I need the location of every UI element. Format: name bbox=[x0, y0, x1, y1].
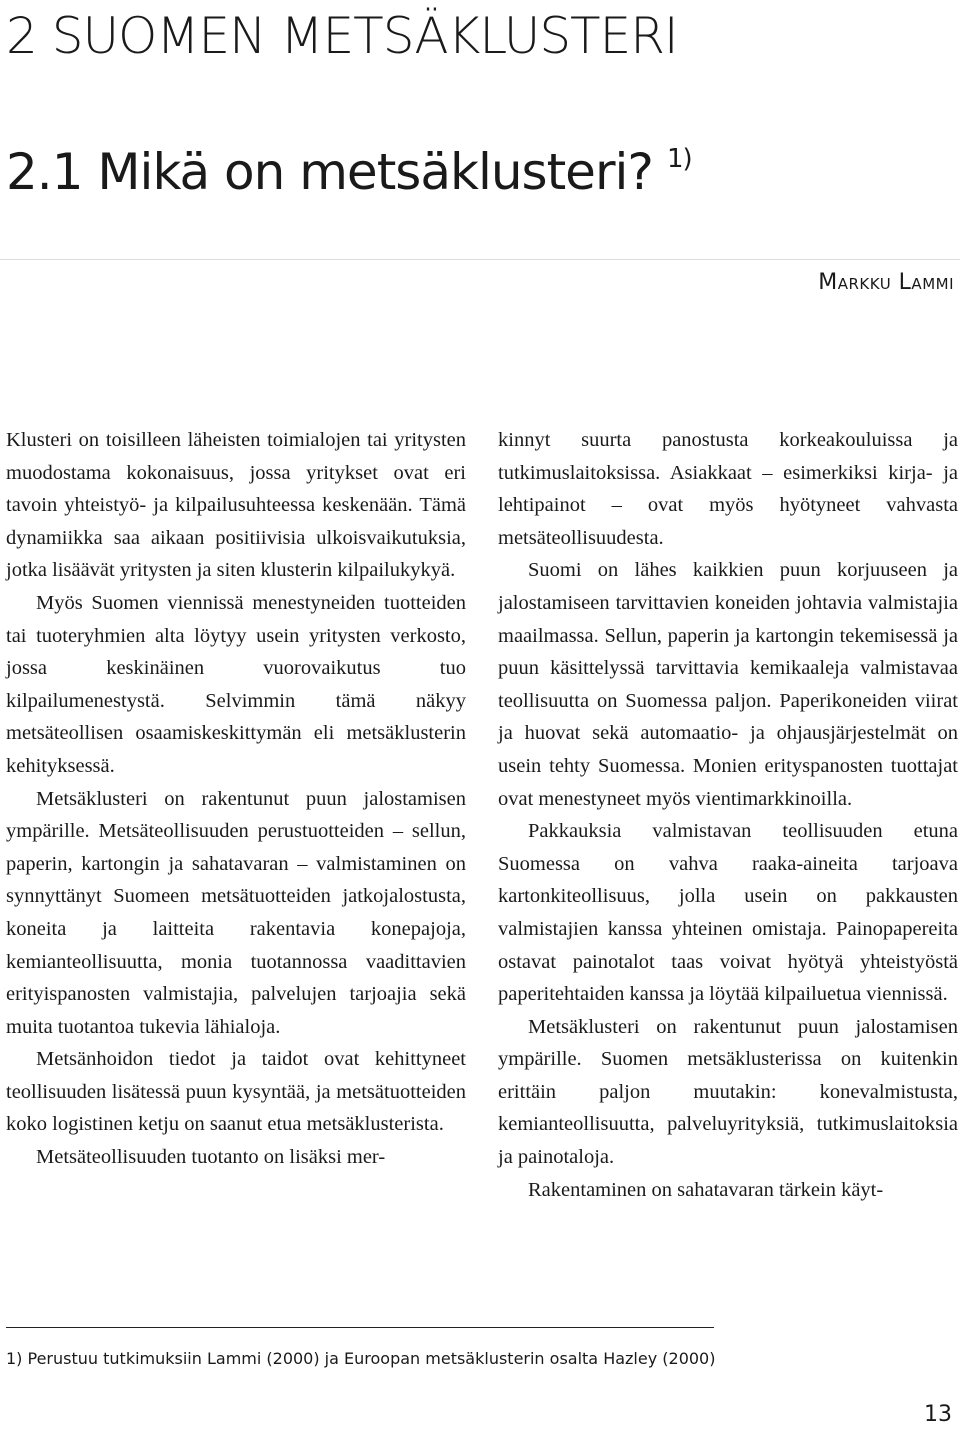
paragraph: Rakentaminen on sahatavaran tärkein käyt- bbox=[528, 1178, 884, 1201]
paragraph: Myös Suomen viennissä menestyneiden tuotteiden tai tuoteryhmien alta löytyy usein yritysten verkosto, jossa keskinäinen vuorovaikutus tuo kilpailumenestystä. Selvimmin tämä näkyy metsäteollisen osaamiskeskittymän eli metsäklusterin kehityksessä. bbox=[6, 591, 466, 777]
paragraph: Klusteri on toisilleen läheisten toimialojen tai yritysten muodostama kokonaisuus, jossa yritykset ovat eri tavoin yhteistyö- ja kilpailusuhteessa keskenään. Tämä dynamiikka saa aikaan positiivisia ulkoisvaikutuksia, jotka lisäävät yritysten ja siten klusterin kilpailukykyä. bbox=[6, 429, 466, 582]
right-column bbox=[498, 424, 958, 1206]
section-title-text: 2.1 Mikä on metsäklusteri? bbox=[6, 143, 653, 201]
header-divider bbox=[0, 259, 960, 260]
paragraph: Metsäteollisuuden tuotanto on lisäksi mer- bbox=[36, 1146, 386, 1169]
paragraph: Pakkauksia valmistavan teollisuuden etuna Suomessa on vahva raaka-aineita tarjoava kartonkiteollisuus, jolla usein on pakkausten valmistajien kanssa yhteinen omistaja. Painopapereita ostavat painotalot taas voivat hyötyä yhteistyöstä paperitehtaiden kanssa ja löytää kilpailuetua viennissä. bbox=[498, 820, 958, 1006]
paragraph: kinnyt suurta panostusta korkeakouluissa ja tutkimuslaitoksissa. Asiakkaat – esimerkiksi kirja- ja lehtipainot – ovat myös hyötyneet vahvasta metsäteollisuudesta. bbox=[498, 429, 958, 549]
chapter-title: 2 SUOMEN METSÄKLUSTERI bbox=[6, 7, 678, 65]
paragraph: Suomi on lähes kaikkien puun korjuuseen ja jalostamiseen tarvittavien koneiden johtavia valmistajia maailmassa. Sellun, paperin ja kartongin tekemisessä ja puun käsittelyssä tarvittavia kemikaaleja valmistavaa teollisuutta on Suomessa paljon. Paperikoneiden viirat ja huovat sekä automaatio- ja ohjausjärjestelmät on usein tehty Suomessa. Monien erityspanosten tuottajat ovat menestyneet myös vientimarkkinoilla. bbox=[498, 559, 958, 810]
section-title-footnote-marker: 1) bbox=[666, 144, 692, 174]
left-column bbox=[6, 424, 466, 1174]
paragraph: Metsänhoidon tiedot ja taidot ovat kehittyneet teollisuuden lisätessä puun kysyntää, ja metsätuotteiden koko logistinen ketju on saanut etua metsäklusterista. bbox=[6, 1048, 466, 1136]
footnote-divider bbox=[6, 1327, 714, 1328]
paragraph: Metsäklusteri on rakentunut puun jalostamisen ympärille. Suomen metsäklusterissa on kuitenkin erittäin paljon muutakin: konevalmistusta, kemianteollisuutta, palveluyrityksiä, tutkimuslaitoksia ja painotaloja. bbox=[498, 1015, 958, 1169]
author-name: Markku Lammi bbox=[818, 270, 954, 295]
footnote: 1) Perustuu tutkimuksiin Lammi (2000) ja Euroopan metsäklusterin osalta Hazley (2000) bbox=[6, 1349, 716, 1368]
page-number: 13 bbox=[924, 1402, 952, 1427]
section-title bbox=[6, 140, 692, 213]
paragraph: Metsäklusteri on rakentunut puun jalostamisen ympärille. Metsäteollisuuden perustuotteiden – sellun, paperin, kartongin ja sahatavaran – valmistaminen on synnyttänyt Suomeen metsätuotteiden jatkojalostusta, koneita ja laitteita rakentavia konepajoja, kemianteollisuutta, monia tuotannossa vaadittavien erityispanosten valmistajia, palvelujen tarjoajia sekä muita tuotantoa tukevia lähialoja. bbox=[6, 787, 466, 1038]
